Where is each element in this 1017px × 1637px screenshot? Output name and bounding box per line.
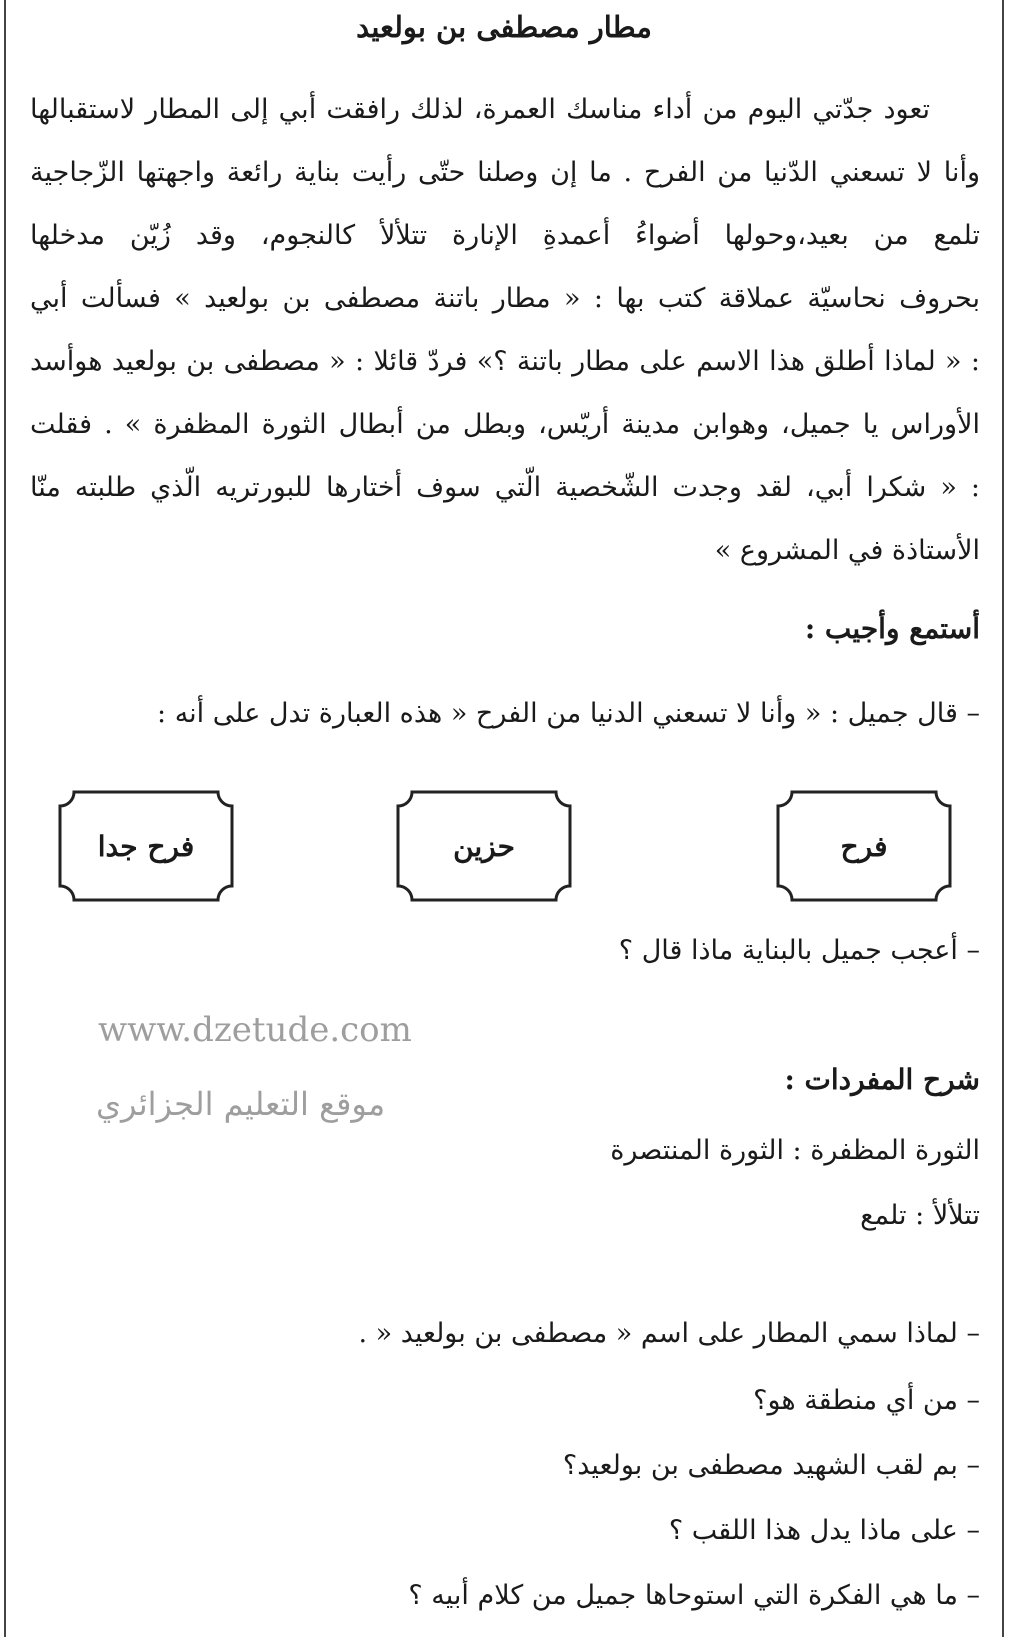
passage-line: الأوراس يا جميل، وهوابن مدينة أريّس، وبطل من أبطال الثورة المظفرة » . فقلت (30, 409, 980, 440)
question-line: – قال جميل : « وأنا لا تسعني الدنيا من الفرح « هذه العبارة تدل على أنه : (157, 698, 980, 729)
page-title: مطار مصطفى بن بولعيد (356, 10, 652, 44)
passage-line: تلمع من بعيد،وحولها أضواءُ أعمدةِ الإنارة تتلألأ كالنجوم، وقد زُيّن مدخلها (30, 220, 980, 251)
vocabulary-item: تتلألأ : تلمع (860, 1200, 980, 1231)
passage-line: بحروف نحاسيّة عملاقة كتب بها : « مطار باتنة مصطفى بن بولعيد » فسألت أبي (30, 283, 980, 314)
question-line: – أعجب جميل بالبناية ماذا قال ؟ (618, 935, 980, 966)
vocabulary-heading: شرح المفردات : (784, 1063, 980, 1096)
passage-line: تعود جدّتي اليوم من أداء مناسك العمرة، لذلك رافقت أبي إلى المطار لاستقبالها (30, 94, 930, 125)
passage-line: : « شكرا أبي، لقد وجدت الشّخصية الّتي سوف أختارها للبورتريه الّذي طلبته منّا (30, 472, 980, 503)
question-line: – بم لقب الشهيد مصطفى بن بولعيد؟ (562, 1450, 980, 1481)
reading-passage (30, 78, 980, 582)
passage-line: : « لماذا أطلق هذا الاسم على مطار باتنة ؟» فردّ قائلا : « مصطفى بن بولعيد هوأسد (30, 346, 980, 377)
question-line: – من أي منطقة هو؟ (753, 1385, 980, 1416)
choice-box[interactable] (776, 790, 952, 902)
listen-answer-heading: أستمع وأجيب : (804, 612, 980, 645)
question-line: – على ماذا يدل هذا اللقب ؟ (668, 1515, 980, 1546)
choice-box[interactable] (58, 790, 234, 902)
watermark-site-name: موقع التعليم الجزائري (96, 1085, 386, 1123)
question-line: – لماذا سمي المطار على اسم « مصطفى بن بولعيد « . (358, 1318, 980, 1349)
vocabulary-item: الثورة المظفرة : الثورة المنتصرة (610, 1135, 980, 1166)
choice-label: حزين (453, 829, 515, 863)
worksheet-page (4, 0, 1004, 1637)
passage-line: الأستاذة في المشروع » (714, 535, 980, 566)
passage-line: وأنا لا تسعني الدّنيا من الفرح . ما إن وصلنا حتّى رأيت بناية رائعة واجهتها الزّجاجية (30, 157, 980, 188)
watermark-url: www.dzetude.com (98, 1010, 412, 1050)
choice-box[interactable] (396, 790, 572, 902)
choice-label: فرح (840, 829, 888, 863)
choice-label: فرح جدا (97, 829, 195, 863)
question-line: – ما هي الفكرة التي استوحاها جميل من كلام أبيه ؟ (408, 1580, 980, 1611)
